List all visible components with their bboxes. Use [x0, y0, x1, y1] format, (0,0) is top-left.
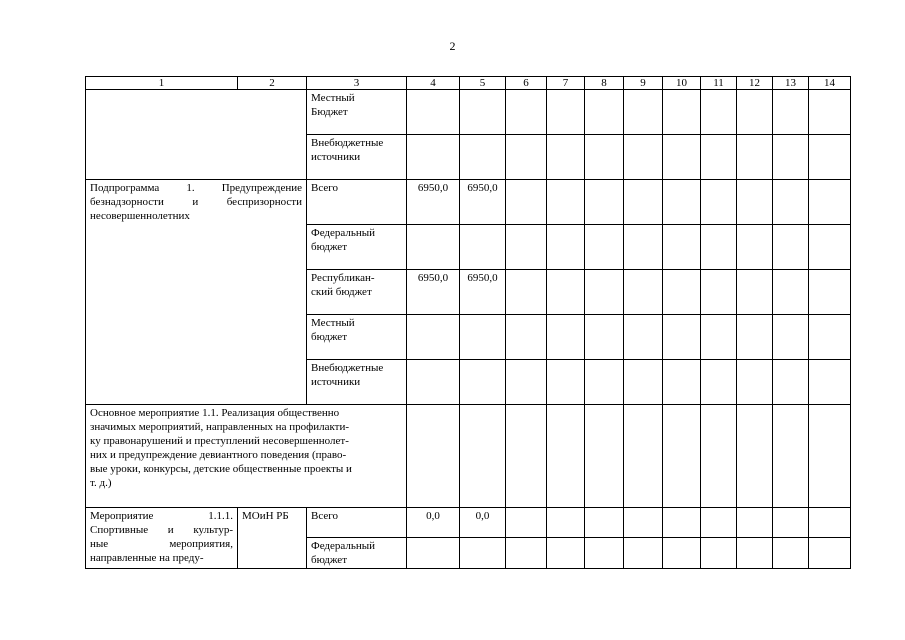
empty-cell: [737, 538, 773, 569]
empty-cell: [547, 270, 585, 315]
empty-cell: [547, 225, 585, 270]
empty-cell: [460, 315, 506, 360]
empty-cell: [547, 135, 585, 180]
empty-cell: [809, 90, 851, 135]
empty-cell: [547, 405, 585, 508]
empty-cell: [547, 360, 585, 405]
empty-cell: [809, 315, 851, 360]
empty-cell: [701, 90, 737, 135]
empty-cell: [407, 135, 460, 180]
column-header: 6: [506, 77, 547, 90]
executor-cell: МОиН РБ: [238, 508, 307, 569]
empty-cell: [773, 405, 809, 508]
column-header: 4: [407, 77, 460, 90]
amount-cell: 0,0: [407, 508, 460, 538]
empty-cell: [547, 538, 585, 569]
empty-cell: [585, 360, 624, 405]
empty-cell: [737, 270, 773, 315]
table-row: [86, 180, 851, 225]
empty-cell: [624, 90, 663, 135]
empty-cell: [701, 135, 737, 180]
funding-source-cell: Федеральный бюджет: [307, 225, 407, 270]
empty-cell: [460, 135, 506, 180]
empty-cell: [506, 270, 547, 315]
main-event-title-line: т. д.): [90, 477, 112, 489]
empty-cell: [701, 538, 737, 569]
empty-cell: [547, 508, 585, 538]
column-header: 7: [547, 77, 585, 90]
empty-cell: [773, 508, 809, 538]
empty-cell: [506, 180, 547, 225]
empty-cell: [737, 90, 773, 135]
empty-cell: [809, 508, 851, 538]
empty-cell: [624, 360, 663, 405]
column-header: 12: [737, 77, 773, 90]
column-header: 11: [701, 77, 737, 90]
empty-cell: [460, 360, 506, 405]
empty-cell: [809, 180, 851, 225]
empty-cell: [585, 225, 624, 270]
event-title-line: направленные на преду-: [90, 552, 204, 564]
table-row: [86, 405, 851, 508]
empty-cell: [773, 90, 809, 135]
empty-cell: [506, 135, 547, 180]
empty-cell: [407, 538, 460, 569]
empty-cell: [701, 360, 737, 405]
empty-cell: [407, 405, 460, 508]
empty-cell: [506, 360, 547, 405]
empty-cell: [737, 180, 773, 225]
main-event-title-line: значимых мероприятий, направленных на профилакти-: [90, 421, 350, 433]
empty-cell: [701, 270, 737, 315]
empty-cell: [663, 405, 701, 508]
empty-cell: [585, 405, 624, 508]
funding-source-cell: Внебюджетные источники: [307, 135, 407, 180]
main-event-title-line: ку правонарушений и преступлений несовершеннолет-: [90, 435, 349, 447]
empty-cell: [585, 135, 624, 180]
main-event-title-line: вые уроки, конкурсы, детские общественные проекты и: [90, 463, 352, 475]
column-header: 5: [460, 77, 506, 90]
budget-table: [85, 76, 851, 569]
empty-cell: [585, 538, 624, 569]
empty-cell: [701, 405, 737, 508]
page-number: 2: [449, 39, 456, 53]
empty-cell: [585, 90, 624, 135]
table-body: [86, 90, 851, 569]
empty-cell: [460, 538, 506, 569]
empty-cell: [773, 180, 809, 225]
funding-source-cell: Федеральный бюджет: [307, 538, 407, 569]
empty-cell: [460, 225, 506, 270]
empty-cell: [506, 405, 547, 508]
column-header: 1: [86, 77, 238, 90]
empty-cell: [701, 315, 737, 360]
empty-cell: [460, 405, 506, 508]
empty-cell: [547, 180, 585, 225]
column-header: 3: [307, 77, 407, 90]
empty-cell: [663, 360, 701, 405]
table-row: [86, 90, 851, 135]
amount-cell: 6950,0: [407, 270, 460, 315]
column-header: 13: [773, 77, 809, 90]
empty-cell: [506, 90, 547, 135]
empty-cell: [407, 225, 460, 270]
empty-cell: [663, 508, 701, 538]
empty-cell: [809, 225, 851, 270]
main-event-title: [86, 405, 407, 508]
event-title-line: Мероприятие 1.1.1.: [90, 510, 233, 522]
empty-cell: [624, 135, 663, 180]
empty-cell: [547, 90, 585, 135]
empty-cell: [773, 315, 809, 360]
empty-cell: [737, 405, 773, 508]
column-header: 2: [238, 77, 307, 90]
empty-cell: [663, 135, 701, 180]
empty-cell: [624, 405, 663, 508]
table-row: [86, 508, 851, 538]
empty-cell: [809, 135, 851, 180]
funding-source-cell: Всего: [307, 180, 407, 225]
empty-cell: [809, 538, 851, 569]
empty-cell: [585, 180, 624, 225]
empty-cell: [624, 508, 663, 538]
empty-cell: [585, 508, 624, 538]
column-header: 14: [809, 77, 851, 90]
empty-cell: [506, 538, 547, 569]
empty-cell: [585, 315, 624, 360]
empty-merged-cell: [86, 90, 307, 180]
empty-cell: [407, 360, 460, 405]
empty-cell: [547, 315, 585, 360]
funding-source-cell: Республикан- ский бюджет: [307, 270, 407, 315]
empty-cell: [663, 270, 701, 315]
column-header: 10: [663, 77, 701, 90]
amount-cell: 0,0: [460, 508, 506, 538]
amount-cell: 6950,0: [460, 270, 506, 315]
empty-cell: [663, 538, 701, 569]
empty-cell: [460, 90, 506, 135]
empty-cell: [737, 360, 773, 405]
empty-cell: [506, 315, 547, 360]
empty-cell: [506, 225, 547, 270]
column-header: 8: [585, 77, 624, 90]
event-title-line: ные мероприятия,: [90, 538, 233, 550]
funding-source-cell: Местный бюджет: [307, 315, 407, 360]
empty-cell: [701, 225, 737, 270]
funding-source-cell: Местный Бюджет: [307, 90, 407, 135]
amount-cell: 6950,0: [460, 180, 506, 225]
empty-cell: [773, 360, 809, 405]
main-event-title-line: Основное мероприятие 1.1. Реализация общественно: [90, 407, 340, 419]
empty-cell: [624, 270, 663, 315]
empty-cell: [624, 538, 663, 569]
empty-cell: [701, 180, 737, 225]
main-event-title-line: них и предупреждение девиантного поведения (право-: [90, 449, 347, 461]
empty-cell: [407, 90, 460, 135]
empty-cell: [663, 90, 701, 135]
empty-cell: [737, 135, 773, 180]
empty-cell: [663, 315, 701, 360]
empty-cell: [506, 508, 547, 538]
empty-cell: [737, 225, 773, 270]
empty-cell: [809, 360, 851, 405]
event-title: [86, 508, 238, 569]
empty-cell: [773, 270, 809, 315]
empty-cell: [773, 135, 809, 180]
funding-source-cell: Внебюджетные источники: [307, 360, 407, 405]
empty-cell: [773, 538, 809, 569]
amount-cell: 6950,0: [407, 180, 460, 225]
empty-cell: [737, 315, 773, 360]
column-header: 9: [624, 77, 663, 90]
table-header-row: [86, 77, 851, 90]
empty-cell: [701, 508, 737, 538]
empty-cell: [663, 180, 701, 225]
empty-cell: [624, 225, 663, 270]
empty-cell: [737, 508, 773, 538]
empty-cell: [773, 225, 809, 270]
empty-cell: [663, 225, 701, 270]
empty-cell: [585, 270, 624, 315]
empty-cell: [407, 315, 460, 360]
funding-source-cell: Всего: [307, 508, 407, 538]
subprogram-title: Подпрограмма 1. Предупреждение безнадзорности и беспризорности несовершеннолетних: [86, 180, 307, 405]
empty-cell: [809, 405, 851, 508]
empty-cell: [624, 180, 663, 225]
empty-cell: [809, 270, 851, 315]
empty-cell: [624, 315, 663, 360]
event-title-line: Спортивные и культур-: [90, 524, 233, 536]
